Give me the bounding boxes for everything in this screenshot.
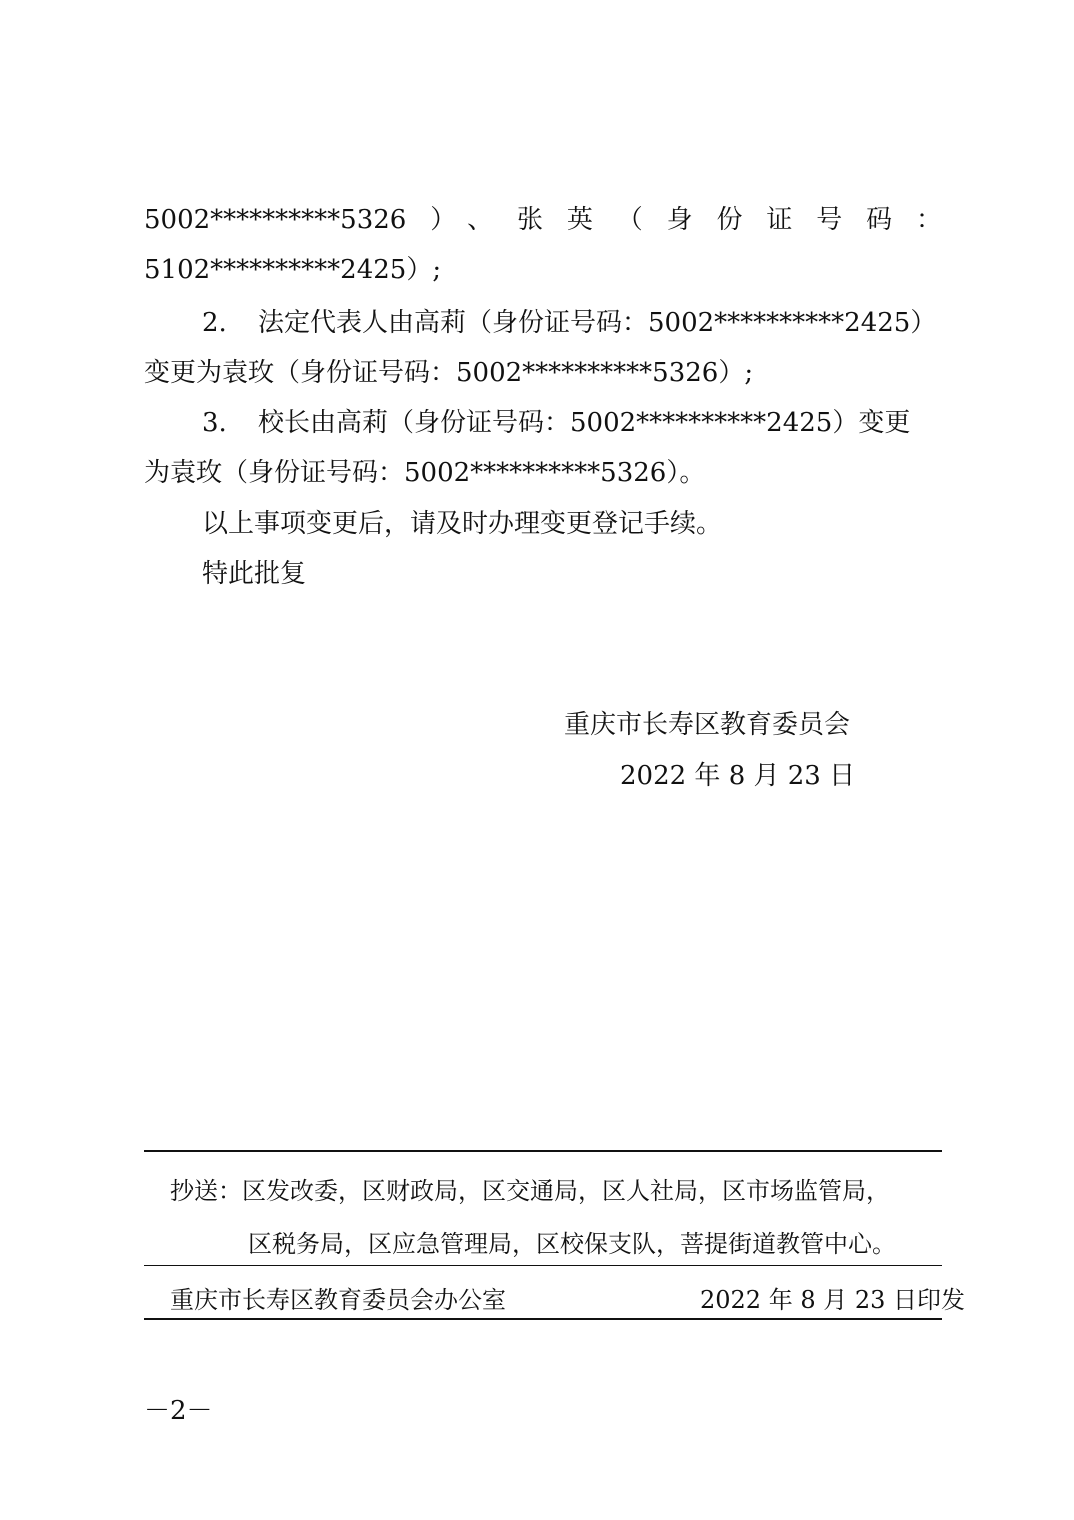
- cc-label: 抄送：: [170, 1177, 242, 1205]
- closing-phrase: 特此批复: [202, 559, 307, 589]
- footer-middle-rule: [144, 1265, 942, 1266]
- item-3-first-line: [202, 406, 910, 440]
- cc-recipients-2: 区税务局，区应急管理局，区校保支队，菩提街道教管中心。: [248, 1230, 896, 1258]
- cc-recipients-1: 区发改委，区财政局，区交通局，区人社局，区市场监管局，: [242, 1177, 890, 1205]
- item-3-text: 校长由高莉（身份证号码：5002**********2425）变更: [258, 408, 911, 438]
- item-2-second-line: 变更为袁玫（身份证号码：5002**********5326）;: [144, 358, 754, 388]
- item-2-first-line: [202, 306, 936, 340]
- issue-date: 2022 年 8 月 23 日印发: [700, 1286, 966, 1314]
- body-line-2: 5102**********2425）;: [144, 255, 442, 285]
- paragraph-after: 以上事项变更后，请及时办理变更登记手续。: [202, 509, 723, 539]
- body-line-1: 5002**********5326）、张英（身份证号码：: [144, 205, 942, 235]
- cc-first-line: [170, 1174, 890, 1208]
- footer-top-rule: [144, 1150, 942, 1152]
- page-number: －2－: [144, 1396, 213, 1426]
- item-3-number: 3.: [202, 408, 227, 438]
- signature-org: 重庆市长寿区教育委员会: [564, 710, 851, 740]
- item-2-text: 法定代表人由高莉（身份证号码：5002**********2425）: [258, 308, 937, 338]
- item-3-second-line: 为袁玫（身份证号码：5002**********5326）。: [144, 458, 706, 488]
- footer-bottom-rule: [144, 1318, 942, 1320]
- signature-date: 2022 年 8 月 23 日: [620, 761, 856, 791]
- item-2-number: 2.: [202, 308, 227, 338]
- issuer: 重庆市长寿区教育委员会办公室: [170, 1286, 506, 1314]
